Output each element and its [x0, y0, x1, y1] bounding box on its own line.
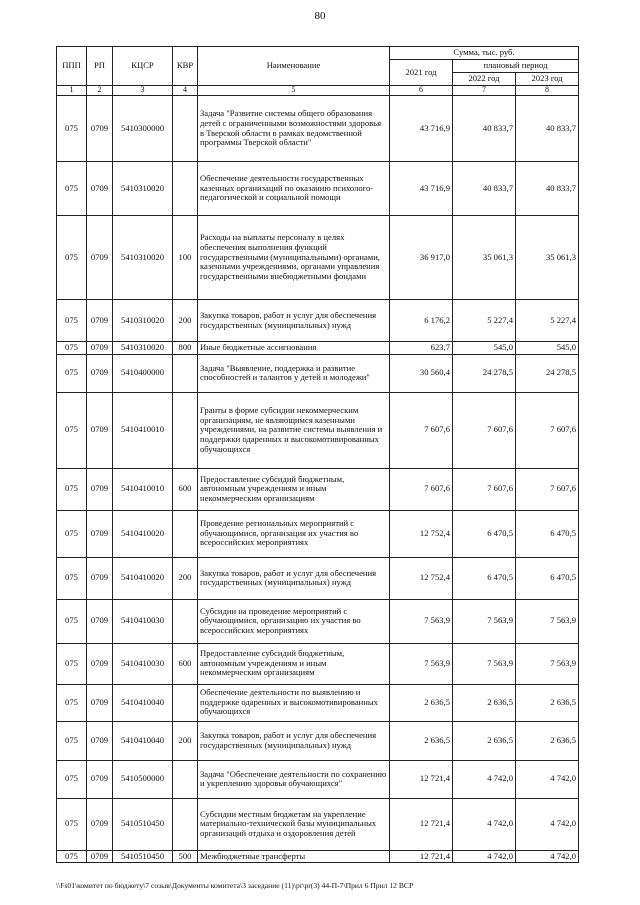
column-number: 3	[113, 86, 173, 96]
cell-name: Межбюджетные трансферты	[198, 850, 390, 863]
cell-2023: 6 470,5	[516, 557, 579, 599]
cell-2023: 7 607,6	[516, 468, 579, 510]
cell-2021: 43 716,9	[390, 96, 453, 162]
cell-2021: 43 716,9	[390, 162, 453, 216]
cell-ppp: 075	[57, 392, 87, 468]
cell-2021: 12 752,4	[390, 557, 453, 599]
table-row	[57, 760, 579, 798]
cell-2022: 7 607,6	[453, 468, 516, 510]
header-kcsr: КЦСР	[113, 47, 173, 86]
cell-name: Обеспечение деятельности по выявлению и поддержке одаренных и высокомотивированных обучающихся	[198, 684, 390, 721]
cell-rp: 0709	[87, 510, 113, 557]
cell-kvr	[173, 760, 198, 798]
cell-2023: 35 061,3	[516, 216, 579, 300]
cell-2022: 545,0	[453, 342, 516, 355]
header-year-2022: 2022 год	[453, 73, 516, 86]
cell-rp: 0709	[87, 392, 113, 468]
cell-kvr: 600	[173, 468, 198, 510]
table-body	[57, 96, 579, 863]
cell-ppp: 075	[57, 557, 87, 599]
column-number: 7	[453, 86, 516, 96]
cell-kcsr: 5410410030	[113, 599, 173, 643]
cell-name: Задача "Развитие системы общего образования детей с ограниченными возможностями здоровья в Тверской области в рамках ведомственной программы Тверской области"	[198, 96, 390, 162]
cell-kvr	[173, 392, 198, 468]
table-row	[57, 643, 579, 684]
cell-ppp: 075	[57, 354, 87, 392]
table-row	[57, 392, 579, 468]
cell-2022: 24 278,5	[453, 354, 516, 392]
cell-2022: 7 563,9	[453, 599, 516, 643]
cell-2021: 6 176,2	[390, 300, 453, 342]
cell-name: Иные бюджетные ассигнования	[198, 342, 390, 355]
cell-ppp: 075	[57, 96, 87, 162]
table-row	[57, 721, 579, 760]
cell-2023: 4 742,0	[516, 798, 579, 850]
page-number: 80	[314, 10, 326, 22]
column-number: 5	[198, 86, 390, 96]
table-row	[57, 684, 579, 721]
header-name: Наименование	[198, 47, 390, 86]
table-row	[57, 599, 579, 643]
cell-rp: 0709	[87, 300, 113, 342]
cell-kvr: 200	[173, 721, 198, 760]
cell-kcsr: 5410410020	[113, 557, 173, 599]
table-row	[57, 342, 579, 355]
cell-ppp: 075	[57, 850, 87, 863]
cell-kcsr: 5410410040	[113, 684, 173, 721]
header-plan-period: плановый период	[453, 60, 579, 73]
cell-kcsr: 5410510450	[113, 850, 173, 863]
cell-ppp: 075	[57, 342, 87, 355]
cell-2023: 4 742,0	[516, 760, 579, 798]
header-year-2023: 2023 год	[516, 73, 579, 86]
cell-2021: 2 636,5	[390, 684, 453, 721]
cell-ppp: 075	[57, 162, 87, 216]
cell-ppp: 075	[57, 760, 87, 798]
cell-rp: 0709	[87, 468, 113, 510]
cell-rp: 0709	[87, 599, 113, 643]
file-path-footer: \\Fs01\комитет по бюджету\7 созыв\Документы комитета\3 заседание (11)\pr\pr(3) 44-П-7\Прил 6 Прил 12 ВСР	[56, 881, 414, 890]
cell-name: Обеспечение деятельности государственных казенных организаций по оказанию психолого-педагогической и социальной помощи	[198, 162, 390, 216]
cell-kcsr: 5410310020	[113, 162, 173, 216]
cell-rp: 0709	[87, 342, 113, 355]
cell-kvr	[173, 96, 198, 162]
cell-rp: 0709	[87, 162, 113, 216]
cell-2022: 5 227,4	[453, 300, 516, 342]
table-row	[57, 162, 579, 216]
table-row	[57, 510, 579, 557]
column-number: 6	[390, 86, 453, 96]
cell-2022: 4 742,0	[453, 850, 516, 863]
cell-2023: 24 278,5	[516, 354, 579, 392]
cell-name: Проведение региональных мероприятий с обучающимися, организация их участия во всероссийских мероприятиях	[198, 510, 390, 557]
cell-ppp: 075	[57, 216, 87, 300]
cell-2022: 40 833,7	[453, 96, 516, 162]
column-number-row	[57, 86, 579, 96]
cell-2021: 7 563,9	[390, 643, 453, 684]
cell-2023: 2 636,5	[516, 721, 579, 760]
cell-2022: 7 563,9	[453, 643, 516, 684]
cell-kcsr: 5410310020	[113, 300, 173, 342]
cell-name: Предоставление субсидий бюджетным, автономным учреждениям и иным некоммерческим организациям	[198, 468, 390, 510]
cell-rp: 0709	[87, 798, 113, 850]
cell-kvr: 800	[173, 342, 198, 355]
cell-ppp: 075	[57, 643, 87, 684]
cell-kcsr: 5410300000	[113, 96, 173, 162]
cell-kvr: 600	[173, 643, 198, 684]
cell-name: Расходы на выплаты персоналу в целях обеспечения выполнения функций государственными (муниципальными) органами, казенными учреждениями, органами управления государственными внебюджетными фондами	[198, 216, 390, 300]
cell-kcsr: 5410400000	[113, 354, 173, 392]
cell-kcsr: 5410410030	[113, 643, 173, 684]
cell-name: Субсидии местным бюджетам на укрепление материально-технической базы муниципальных организаций отдыха и оздоровления детей	[198, 798, 390, 850]
cell-2021: 7 563,9	[390, 599, 453, 643]
header-year-2021: 2021 год	[390, 60, 453, 86]
cell-kcsr: 5410410040	[113, 721, 173, 760]
cell-name: Гранты в форме субсидии некоммерческим организациям, не являющимся казенными учреждениями, на развитие системы выявления и поддержки одаренных и высокомотивированных обучающихся	[198, 392, 390, 468]
cell-2023: 7 563,9	[516, 599, 579, 643]
column-number: 2	[87, 86, 113, 96]
cell-kvr	[173, 798, 198, 850]
cell-2023: 2 636,5	[516, 684, 579, 721]
table-row	[57, 216, 579, 300]
table-row	[57, 354, 579, 392]
column-number: 1	[57, 86, 87, 96]
cell-2022: 2 636,5	[453, 684, 516, 721]
cell-kvr	[173, 162, 198, 216]
header-rp: РП	[87, 47, 113, 86]
cell-rp: 0709	[87, 684, 113, 721]
cell-rp: 0709	[87, 721, 113, 760]
cell-name: Предоставление субсидий бюджетным, автономным учреждениям и иным некоммерческим организациям	[198, 643, 390, 684]
table-row	[57, 850, 579, 863]
cell-kvr: 500	[173, 850, 198, 863]
cell-2022: 40 833,7	[453, 162, 516, 216]
cell-2021: 7 607,6	[390, 468, 453, 510]
cell-2022: 2 636,5	[453, 721, 516, 760]
cell-2023: 6 470,5	[516, 510, 579, 557]
cell-rp: 0709	[87, 557, 113, 599]
cell-kvr: 200	[173, 557, 198, 599]
cell-name: Субсидии на проведение мероприятий с обучающимися, организацию их участия во всероссийских мероприятиях	[198, 599, 390, 643]
cell-kcsr: 5410410010	[113, 392, 173, 468]
cell-kvr	[173, 510, 198, 557]
table-row	[57, 557, 579, 599]
cell-2021: 12 721,4	[390, 760, 453, 798]
cell-2022: 6 470,5	[453, 557, 516, 599]
table-row	[57, 798, 579, 850]
cell-2023: 40 833,7	[516, 162, 579, 216]
cell-2023: 7 563,9	[516, 643, 579, 684]
header-ppp: ППП	[57, 47, 87, 86]
cell-name: Закупка товаров, работ и услуг для обеспечения государственных (муниципальных) нужд	[198, 721, 390, 760]
cell-kcsr: 5410410010	[113, 468, 173, 510]
cell-2023: 7 607,6	[516, 392, 579, 468]
cell-ppp: 075	[57, 721, 87, 760]
cell-rp: 0709	[87, 354, 113, 392]
cell-kvr	[173, 599, 198, 643]
cell-2021: 36 917,0	[390, 216, 453, 300]
cell-kvr	[173, 684, 198, 721]
cell-rp: 0709	[87, 96, 113, 162]
cell-kvr: 100	[173, 216, 198, 300]
cell-name: Закупка товаров, работ и услуг для обеспечения государственных (муниципальных) нужд	[198, 557, 390, 599]
table-row	[57, 300, 579, 342]
cell-kcsr: 5410310020	[113, 342, 173, 355]
cell-rp: 0709	[87, 850, 113, 863]
cell-2021: 30 560,4	[390, 354, 453, 392]
cell-name: Закупка товаров, работ и услуг для обеспечения государственных (муниципальных) нужд	[198, 300, 390, 342]
cell-ppp: 075	[57, 510, 87, 557]
header-kvr: КВР	[173, 47, 198, 86]
cell-rp: 0709	[87, 643, 113, 684]
cell-name: Задача "Выявление, поддержка и развитие способностей и талантов у детей и молодежи"	[198, 354, 390, 392]
cell-ppp: 075	[57, 599, 87, 643]
cell-kvr: 200	[173, 300, 198, 342]
cell-2022: 4 742,0	[453, 798, 516, 850]
cell-2021: 2 636,5	[390, 721, 453, 760]
table-row	[57, 468, 579, 510]
cell-2023: 40 833,7	[516, 96, 579, 162]
cell-kcsr: 5410410020	[113, 510, 173, 557]
cell-2023: 545,0	[516, 342, 579, 355]
cell-ppp: 075	[57, 300, 87, 342]
cell-2022: 6 470,5	[453, 510, 516, 557]
cell-rp: 0709	[87, 216, 113, 300]
cell-ppp: 075	[57, 684, 87, 721]
cell-2021: 12 752,4	[390, 510, 453, 557]
cell-2023: 5 227,4	[516, 300, 579, 342]
cell-kcsr: 5410500000	[113, 760, 173, 798]
cell-name: Задача "Обеспечение деятельности по сохранению и укреплению здоровья обучающихся"	[198, 760, 390, 798]
cell-kcsr: 5410310020	[113, 216, 173, 300]
cell-ppp: 075	[57, 468, 87, 510]
cell-2021: 623,7	[390, 342, 453, 355]
cell-kcsr: 5410510450	[113, 798, 173, 850]
cell-2022: 7 607,6	[453, 392, 516, 468]
cell-2021: 7 607,6	[390, 392, 453, 468]
column-number: 4	[173, 86, 198, 96]
column-number: 8	[516, 86, 579, 96]
cell-2021: 12 721,4	[390, 850, 453, 863]
cell-2021: 12 721,4	[390, 798, 453, 850]
header-sum: Сумма, тыс. руб.	[390, 47, 579, 60]
cell-kvr	[173, 354, 198, 392]
cell-rp: 0709	[87, 760, 113, 798]
budget-table	[56, 46, 579, 863]
cell-ppp: 075	[57, 798, 87, 850]
cell-2022: 35 061,3	[453, 216, 516, 300]
table-row	[57, 96, 579, 162]
cell-2022: 4 742,0	[453, 760, 516, 798]
cell-2023: 4 742,0	[516, 850, 579, 863]
